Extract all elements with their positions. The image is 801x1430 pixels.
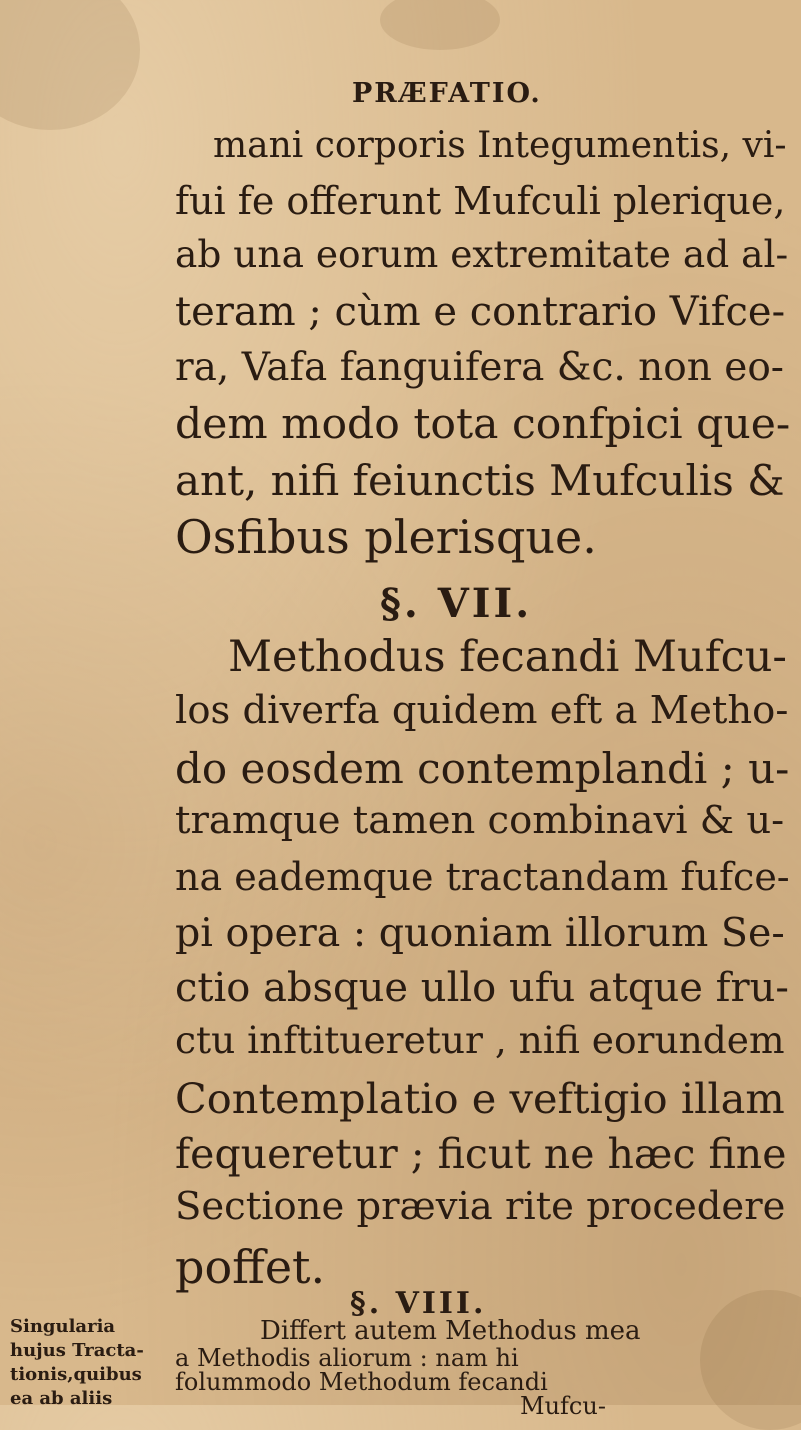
text-line: mani corporis Integumentis, vi- [213,125,787,166]
section-heading: §. VII. [380,580,533,627]
margin-note: Singularia [10,1316,116,1337]
text-line: teram ; cùm e contrario Vifce- [175,289,786,335]
text-line: na eademque tractandam fufce- [175,855,790,899]
text-line: ant, nifi feiunctis Mufculis & [175,456,785,505]
text-line: ctu inftitueretur , nifi eorundem [175,1018,785,1062]
running-header: PRÆFATIO. [352,78,542,109]
margin-note: tionis,quibus [10,1364,142,1385]
text-line: Mufcu- [520,1392,606,1420]
text-line: Osfibus plerisque. [175,510,597,564]
text-line: ra, Vafa fanguifera &c. non eo- [175,345,784,390]
text-line: Sectione prævia rite procedere [175,1184,786,1229]
section-heading: §. VIII. [350,1286,487,1321]
paper-stain [700,1290,801,1430]
text-line: do eosdem contemplandi ; u- [175,744,790,793]
text-line: los diverfa quidem eft a Metho- [175,688,789,733]
paper-stain [0,0,140,130]
margin-note: ea ab aliis [10,1388,113,1409]
text-line: ab una eorum extremitate ad al- [175,232,789,276]
text-line: dem modo tota confpici que- [175,400,791,449]
text-line: tramque tamen combinavi & u- [175,798,785,843]
paper-stain [380,0,500,50]
text-line: folummodo Methodum fecandi [175,1368,548,1396]
text-line: poffet. [175,1240,326,1294]
text-line: pi opera : quoniam illorum Se- [175,910,785,956]
margin-note: hujus Tracta- [10,1340,144,1361]
text-line: fui fe offerunt Mufculi plerique, [175,179,786,223]
text-line: Differt autem Methodus mea [260,1316,641,1346]
text-line: Contemplatio e veftigio illam [175,1074,785,1123]
text-line: a Methodis aliorum : nam hi [175,1344,519,1372]
text-line: ctio absque ullo ufu atque fru- [175,965,789,1011]
text-line: Methodus fecandi Mufcu- [228,632,787,682]
text-line: fequeretur ; ficut ne hæc fine [175,1130,787,1178]
